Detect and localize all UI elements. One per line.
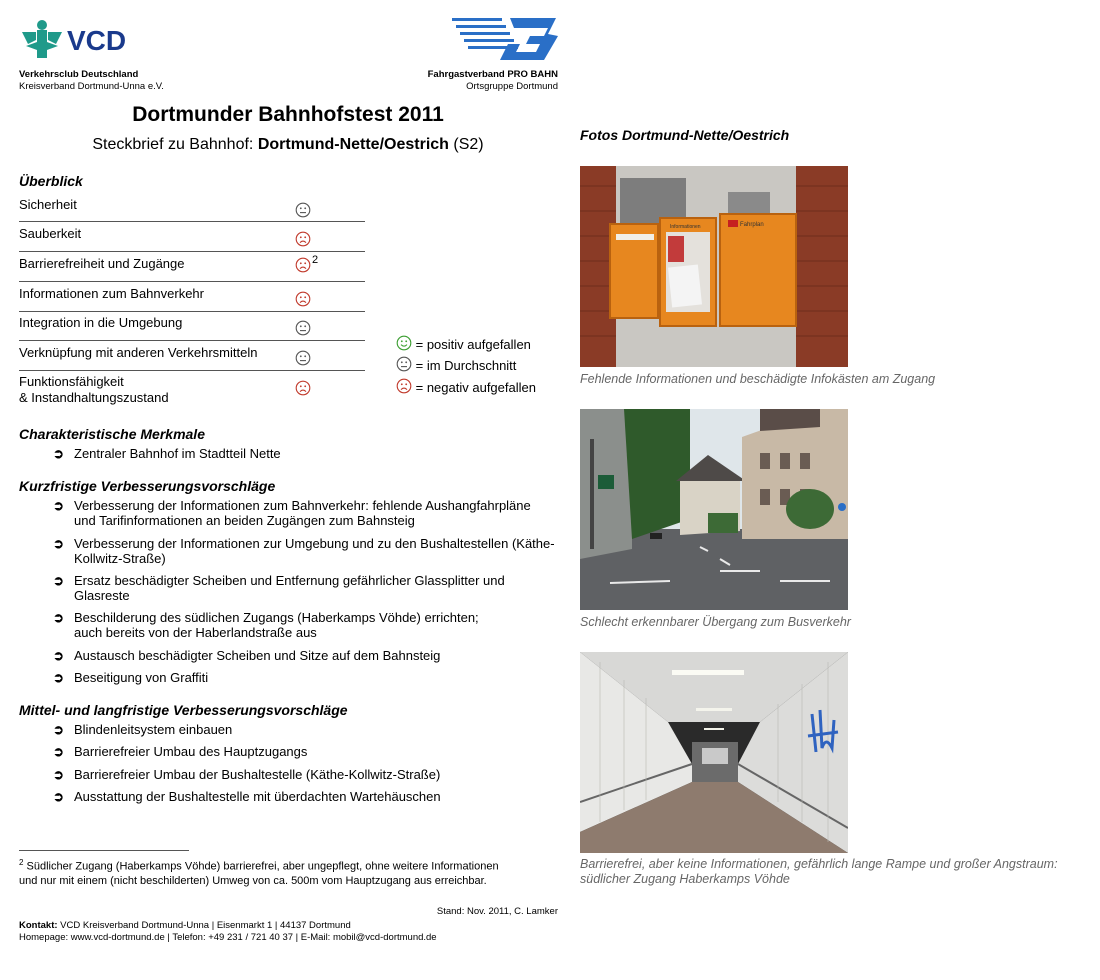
street-photo-image (580, 409, 848, 610)
overview-label: Verknüpfung mit anderen Verkehrsmitteln (19, 345, 258, 360)
contact-address: VCD Kreisverband Dortmund-Unna | Eisenmarkt 1 | 44137 Dortmund (57, 920, 351, 931)
arrow-bullet-icon: ➲ (53, 536, 64, 551)
arrow-bullet-icon: ➲ (53, 670, 64, 685)
overview-row-integration (19, 312, 365, 341)
subtitle-station: Dortmund-Nette/Oestrich (257, 136, 449, 153)
overview-label: Barrierefreiheit und Zugänge (19, 256, 185, 271)
stand-note: Stand: Nov. 2011, C. Lamker (436, 906, 558, 917)
list-item-text-line2: und Tarifinformationen an beiden Zugängen zum Bahnsteig (74, 513, 415, 528)
legend-negative (396, 378, 536, 395)
list-item-text-line2: auch bereits von der Haberlandstraße aus (74, 625, 317, 640)
page-title: Dortmunder Bahnhofstest 2011 (132, 103, 444, 126)
vcd-emblem-icon (20, 18, 140, 62)
list-item-text: Beschilderung des südlichen Zugangs (Haberkamps Vöhde) errichten; (74, 610, 479, 625)
photo-caption-2: Schlecht erkennbarer Übergang zum Busverkehr (580, 615, 851, 629)
photo-fahrplan-label: Fahrplan (740, 222, 764, 228)
positive-smiley-icon (396, 335, 412, 351)
overview-label-line2: & Instandhaltungszustand (19, 390, 169, 405)
kurz-heading: Kurzfristige Verbesserungsvorschläge (19, 478, 276, 494)
overview-label: Sauberkeit (19, 226, 82, 241)
overview-row-sauberkeit (19, 222, 365, 252)
probahn-logo (448, 14, 560, 64)
neutral-smiley-icon (396, 356, 412, 372)
legend-neutral-text: = im Durchschnitt (415, 358, 517, 373)
list-item-text: Verbesserung der Informationen zum Bahnverkehr: fehlende Aushangfahrpläne (74, 498, 531, 513)
neutral-smiley-icon (295, 350, 311, 369)
footnote-number: 2 (19, 858, 24, 867)
subtitle-prefix: Steckbrief zu Bahnhof: (92, 136, 258, 153)
footnote-divider (19, 850, 189, 851)
overview-row-sicherheit (19, 195, 365, 222)
footnote (19, 856, 559, 888)
overview-label: Integration in die Umgebung (19, 315, 183, 330)
photo-caption-1: Fehlende Informationen und beschädigte Infokästen am Zugang (580, 372, 936, 386)
overview-row-verknuepfung (19, 341, 365, 371)
arrow-bullet-icon: ➲ (53, 648, 64, 663)
contact-footer (19, 920, 437, 944)
list-item-text-line2: Glasreste (74, 588, 130, 603)
arrow-bullet-icon: ➲ (53, 498, 64, 513)
vcd-logo-text: VCD (67, 25, 127, 56)
negative-smiley-icon (396, 378, 412, 394)
photo-infoboxes (580, 166, 848, 367)
tunnel-photo-image (580, 652, 848, 853)
negative-smiley-icon (295, 291, 311, 310)
list-item-text: Zentraler Bahnhof im Stadtteil Nette (74, 446, 281, 461)
overview-label: Informationen zum Bahnverkehr (19, 286, 204, 301)
photo-info-label: Informationen (670, 224, 701, 230)
infobox-photo-image (580, 166, 848, 367)
list-item-text: Barrierefreier Umbau des Hauptzugangs (74, 744, 308, 759)
merkmale-heading: Charakteristische Merkmale (19, 426, 205, 442)
org-left-name: Verkehrsclub Deutschland (19, 69, 139, 80)
arrow-bullet-icon: ➲ (53, 573, 64, 588)
legend-positive (396, 335, 531, 352)
overview-label: Funktionsfähigkeit (19, 374, 124, 389)
footnote-ref: 2 (312, 254, 319, 266)
list-item-text: Beseitigung von Graffiti (74, 670, 209, 685)
vcd-logo (20, 18, 140, 62)
list-item-text: Barrierefreier Umbau der Bushaltestelle (Käthe-Kollwitz-Straße) (74, 767, 441, 782)
org-left (19, 69, 164, 93)
arrow-bullet-icon: ➲ (53, 767, 64, 782)
contact-web: Homepage: www.vcd-dortmund.de | Telefon: +49 231 / 721 40 37 | E-Mail: mobil@vcd-dortmund.de (19, 932, 437, 943)
list-item-text: Austausch beschädigter Scheiben und Sitze auf dem Bahnsteig (74, 648, 441, 663)
list-item-text: Ausstattung der Bushaltestelle mit überdachten Wartehäuschen (74, 789, 441, 804)
arrow-bullet-icon: ➲ (53, 446, 64, 461)
list-item-text-line2: Kollwitz-Straße) (74, 551, 166, 566)
list-item-text: Verbesserung der Informationen zur Umgebung und zu den Bushaltestellen (Käthe- (74, 536, 555, 551)
negative-smiley-icon (295, 231, 311, 250)
legend-neutral (396, 356, 516, 373)
footnote-text-line2: und nur mit einem (nicht beschilderten) Umweg von ca. 500m vom Hauptzugang aus erreichbar. (19, 874, 487, 887)
org-right (380, 69, 558, 93)
list-item-text: Blindenleitsystem einbauen (74, 722, 233, 737)
org-right-sub: Ortsgruppe Dortmund (466, 81, 558, 92)
arrow-bullet-icon: ➲ (53, 744, 64, 759)
page-subtitle (0, 136, 576, 154)
photo-caption-3-line2: südlicher Zugang Haberkamps Vöhde (580, 872, 790, 886)
footnote-text: Südlicher Zugang (Haberkamps Vöhde) barrierefrei, aber ungepflegt, ohne weitere Informationen (23, 860, 499, 873)
subtitle-suffix: (S2) (448, 136, 484, 153)
photo-caption-3 (580, 857, 1090, 887)
photos-heading: Fotos Dortmund-Nette/Oestrich (580, 127, 790, 143)
list-item-text: Ersatz beschädigter Scheiben und Entfernung gefährlicher Glassplitter und (74, 573, 505, 588)
neutral-smiley-icon (295, 320, 311, 339)
legend-positive-text: = positiv aufgefallen (415, 337, 531, 352)
negative-smiley-icon (295, 257, 311, 276)
photo-street (580, 409, 848, 610)
arrow-bullet-icon: ➲ (53, 610, 64, 625)
overview-heading: Überblick (19, 173, 83, 189)
overview-row-funktion (19, 374, 365, 408)
photo-caption-3-line1: Barrierefrei, aber keine Informationen, gefährlich lange Rampe und großer Angstraum: (580, 857, 1058, 871)
probahn-emblem-icon (448, 14, 560, 64)
photo-tunnel (580, 652, 848, 853)
legend-negative-text: = negativ aufgefallen (415, 380, 536, 395)
neutral-smiley-icon (295, 202, 311, 221)
overview-row-informationen (19, 282, 365, 312)
org-left-sub: Kreisverband Dortmund-Unna e.V. (19, 81, 164, 92)
mittel-heading: Mittel- und langfristige Verbesserungsvorschläge (19, 702, 348, 718)
overview-label: Sicherheit (19, 197, 77, 212)
arrow-bullet-icon: ➲ (53, 722, 64, 737)
org-right-name: Fahrgastverband PRO BAHN (427, 69, 558, 80)
contact-label: Kontakt: (19, 920, 58, 931)
negative-smiley-icon (295, 380, 311, 399)
arrow-bullet-icon: ➲ (53, 789, 64, 804)
overview-row-barrierefreiheit (19, 252, 365, 282)
